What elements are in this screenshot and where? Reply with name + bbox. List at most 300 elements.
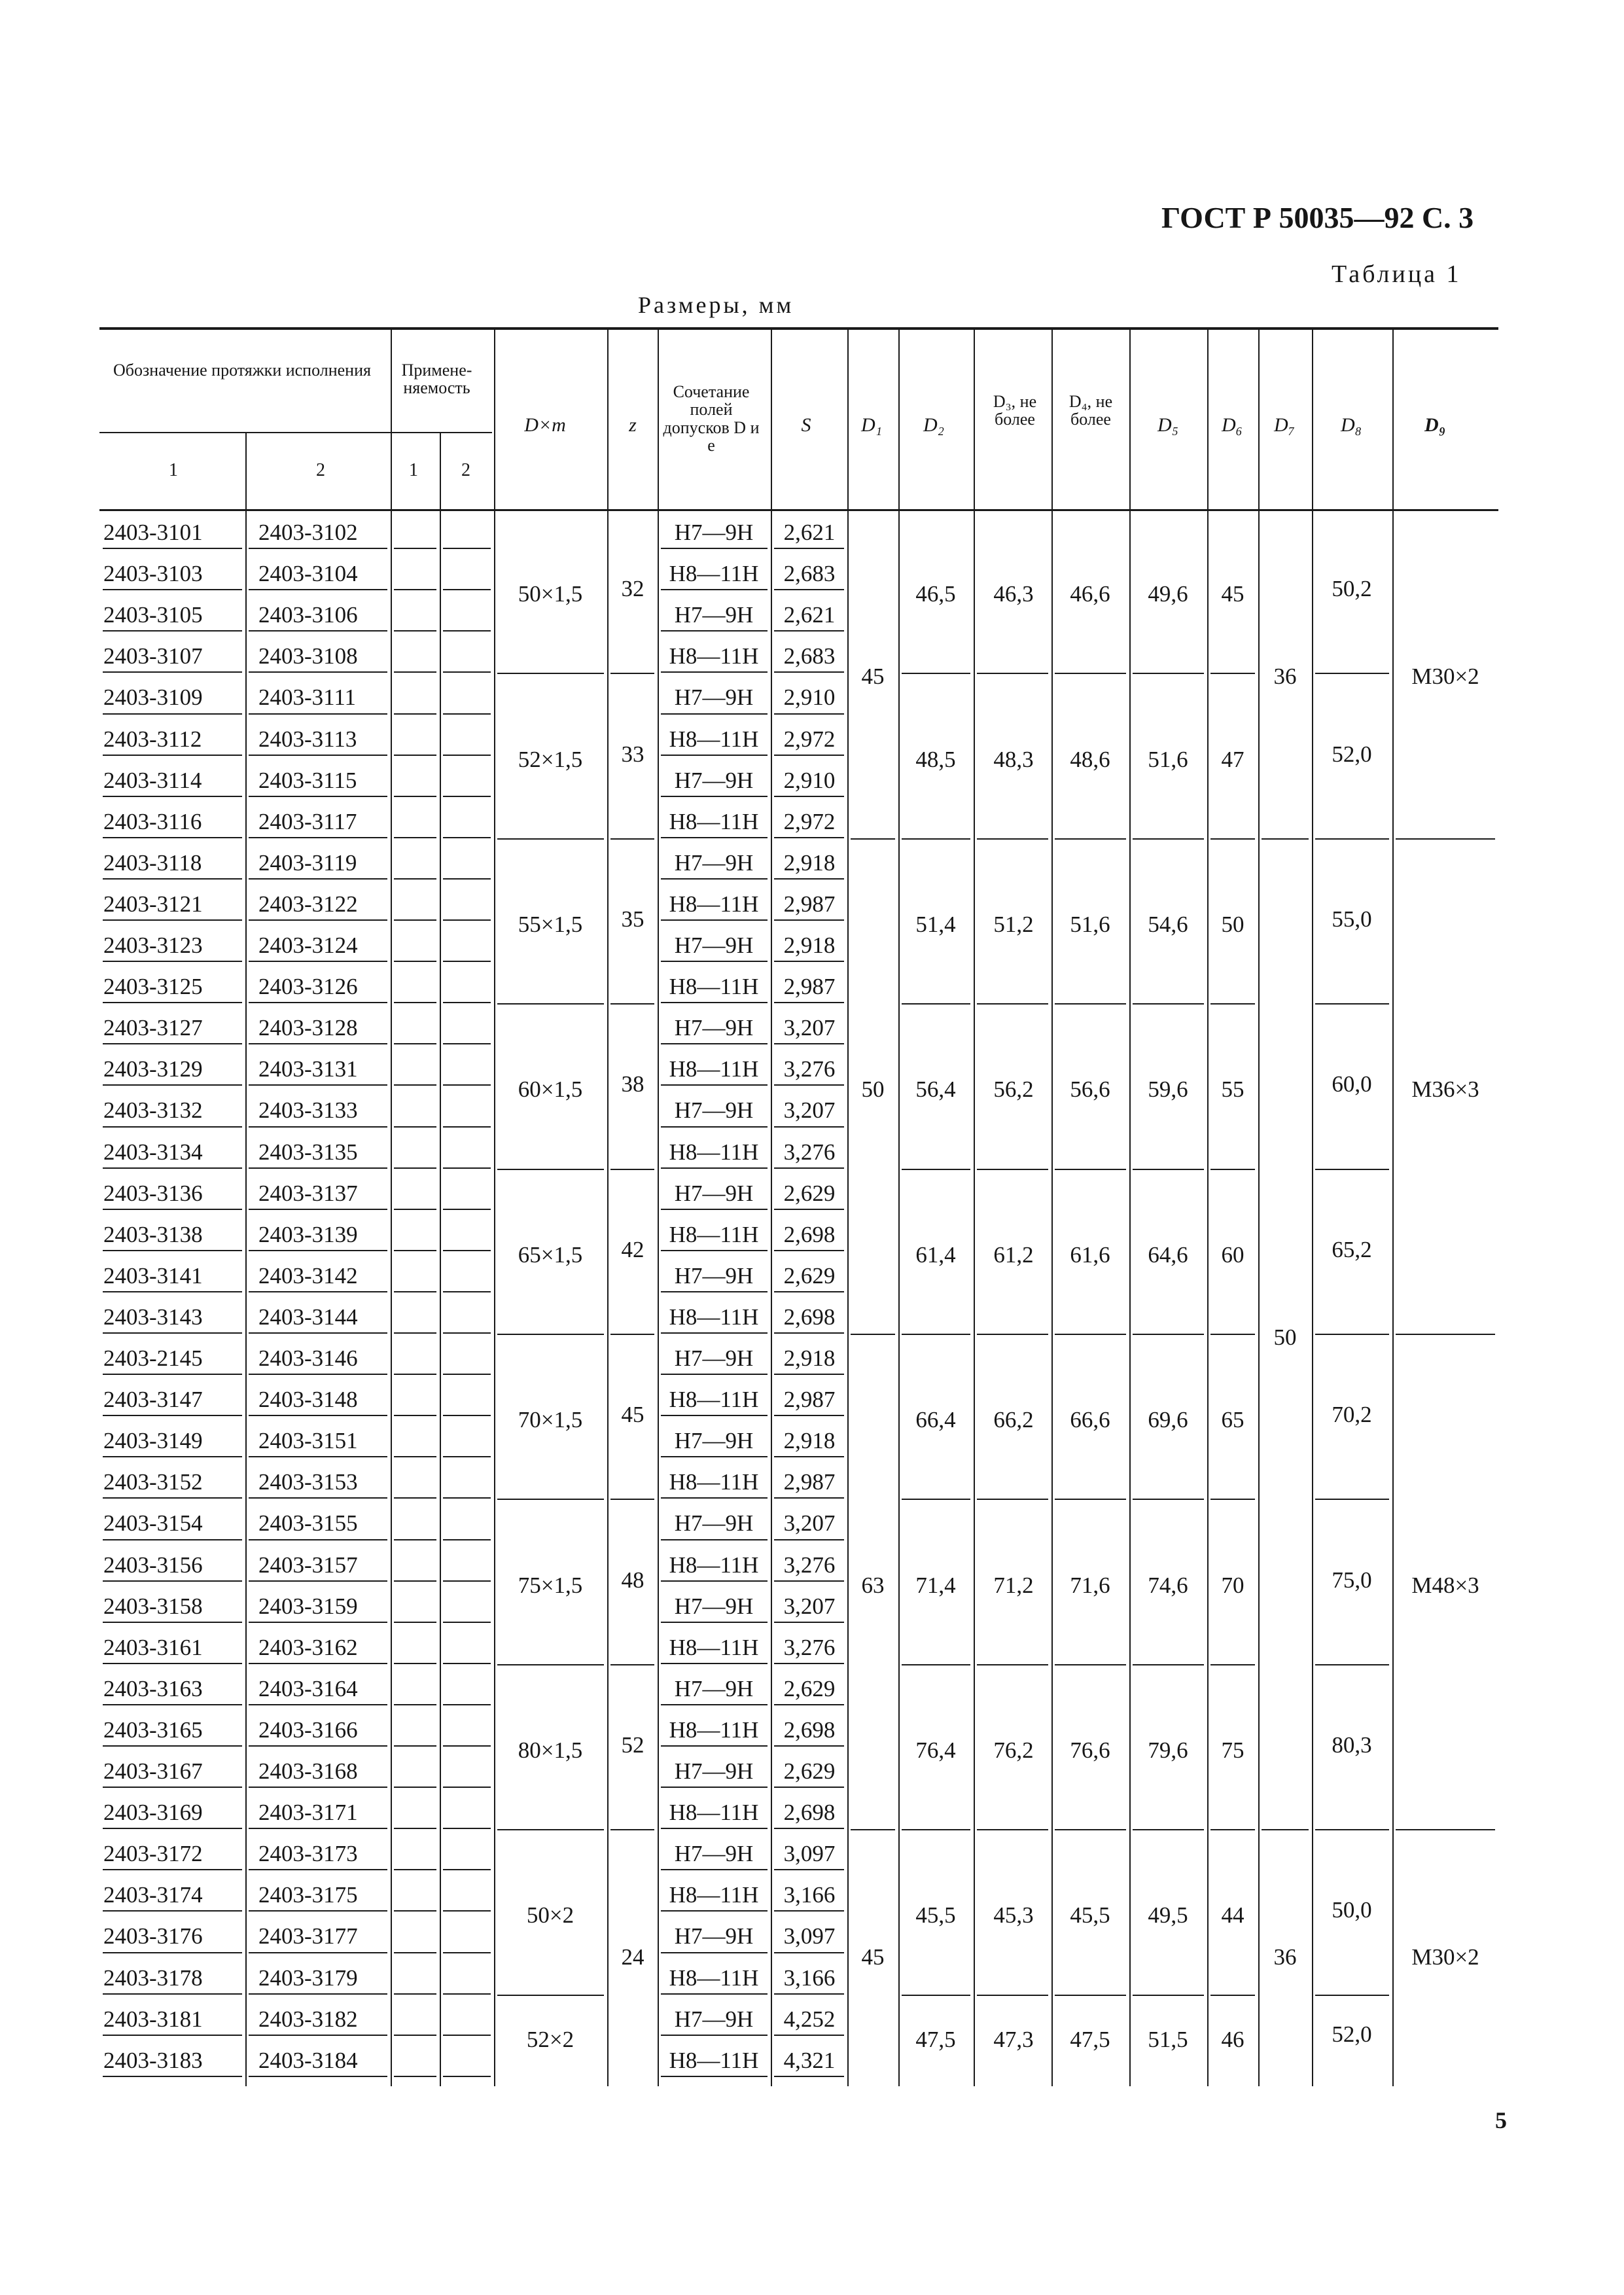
diameter-d5: 69,6 <box>1148 1407 1188 1433</box>
row-underline-tolerance <box>661 755 768 756</box>
row-underline-col1 <box>103 961 242 962</box>
group-separator-z <box>610 1664 654 1665</box>
designation-code-1: 2403-3147 <box>103 1387 203 1413</box>
row-underline-col2 <box>249 1869 387 1870</box>
thread-d9: M30×2 <box>1411 664 1479 690</box>
diameter-d8: 52,0 <box>1332 741 1372 767</box>
group-separator <box>1210 1003 1255 1005</box>
row-underline-col1 <box>103 1209 242 1210</box>
row-underline-app2 <box>443 1497 491 1499</box>
teeth-count: 52 <box>621 1732 644 1758</box>
nominal-diameter-module: 55×1,5 <box>518 912 583 937</box>
column-separator <box>1258 327 1260 2086</box>
tolerance-combination: H8—11H <box>669 1717 759 1743</box>
diameter-d5: 51,5 <box>1148 2026 1188 2052</box>
row-underline-s <box>774 548 844 549</box>
diameter-d6: 46 <box>1221 2026 1244 2052</box>
row-underline-col2 <box>249 1787 387 1788</box>
designation-code-1: 2403-3183 <box>103 2047 203 2073</box>
group-separator-z <box>610 1829 654 1830</box>
parameter-s: 2,683 <box>783 561 836 587</box>
group-separator <box>1210 1995 1255 1996</box>
diameter-d8: 70,2 <box>1332 1402 1372 1428</box>
group-separator <box>1315 1664 1389 1665</box>
diameter-d8: 80,3 <box>1332 1732 1372 1758</box>
diameter-d3: 71,2 <box>993 1572 1034 1598</box>
row-underline-col1 <box>103 1745 242 1747</box>
column-separator <box>440 432 441 2086</box>
row-underline-col1 <box>103 1002 242 1003</box>
row-underline-app1 <box>394 2076 436 2077</box>
row-underline-s <box>774 1993 844 1995</box>
diameter-d1: 63 <box>861 1572 885 1598</box>
group-separator <box>1315 838 1389 840</box>
row-underline-tolerance <box>661 919 768 921</box>
row-underline-col2 <box>249 1704 387 1705</box>
diameter-d5: 64,6 <box>1148 1241 1188 1268</box>
row-underline-app2 <box>443 1704 491 1705</box>
header-d9: D₉ <box>1424 414 1446 436</box>
designation-code-1: 2403-3172 <box>103 1841 203 1867</box>
group-separator-z <box>610 673 654 674</box>
header-z: z <box>629 414 637 436</box>
parameter-s: 3,276 <box>783 1552 836 1578</box>
row-underline-app1 <box>394 1374 436 1375</box>
designation-code-1: 2403-3125 <box>103 974 203 1000</box>
row-underline-col2 <box>249 1084 387 1086</box>
row-underline-app2 <box>443 837 491 838</box>
row-underline-app1 <box>394 1580 436 1582</box>
designation-code-2: 2403-3171 <box>258 1800 358 1826</box>
header-d1: D₁ <box>860 414 883 436</box>
parameter-s: 2,987 <box>783 1469 836 1495</box>
designation-code-2: 2403-3106 <box>258 602 358 628</box>
diameter-d2: 45,5 <box>915 1902 956 1929</box>
row-underline-app2 <box>443 1456 491 1457</box>
group-separator <box>1133 1829 1204 1830</box>
row-underline-app1 <box>394 630 436 632</box>
row-underline-tolerance <box>661 1167 768 1169</box>
row-underline-col2 <box>249 1745 387 1747</box>
group-separator <box>1055 1664 1126 1665</box>
tolerance-combination: H7—9H <box>674 685 754 711</box>
group-separator <box>497 673 604 674</box>
row-underline-app1 <box>394 919 436 921</box>
group-separator <box>1133 1995 1204 1996</box>
diameter-d8: 55,0 <box>1332 906 1372 932</box>
group-separator-d7 <box>1262 1829 1309 1830</box>
row-underline-app2 <box>443 1539 491 1540</box>
tolerance-combination: H7—9H <box>674 2006 754 2032</box>
row-underline-app2 <box>443 671 491 673</box>
group-separator <box>1133 673 1204 674</box>
row-underline-s <box>774 796 844 797</box>
tolerance-combination: H7—9H <box>674 520 754 545</box>
designation-code-2: 2403-3177 <box>258 1923 358 1949</box>
thread-d9: M30×2 <box>1411 1944 1479 1970</box>
row-underline-app2 <box>443 1415 491 1416</box>
row-underline-app2 <box>443 1622 491 1623</box>
parameter-s: 2,629 <box>783 1262 836 1289</box>
designation-code-2: 2403-3151 <box>258 1428 358 1454</box>
parameter-s: 2,918 <box>783 1345 836 1371</box>
row-underline-col2 <box>249 1580 387 1582</box>
row-underline-col2 <box>249 589 387 590</box>
row-underline-col1 <box>103 837 242 838</box>
group-separator <box>1055 1169 1126 1170</box>
designation-code-1: 2403-3127 <box>103 1015 203 1041</box>
designation-code-2: 2403-3144 <box>258 1304 358 1330</box>
diameter-d4: 66,6 <box>1070 1407 1110 1433</box>
row-underline-s <box>774 755 844 756</box>
row-underline-col1 <box>103 1084 242 1086</box>
header-s: S <box>801 414 811 436</box>
tolerance-combination: H8—11H <box>669 891 759 917</box>
group-separator-d1 <box>851 1829 895 1830</box>
row-underline-app1 <box>394 1126 436 1128</box>
designation-code-1: 2403-3165 <box>103 1717 203 1743</box>
row-underline-col2 <box>249 1250 387 1251</box>
row-underline-app2 <box>443 796 491 797</box>
group-separator <box>1133 1664 1204 1665</box>
designation-code-1: 2403-3143 <box>103 1304 203 1330</box>
designation-code-1: 2403-3158 <box>103 1593 203 1619</box>
header-dxm: D×m <box>524 414 566 436</box>
header-applicability-2: 2 <box>461 460 470 480</box>
group-separator <box>497 1829 604 1830</box>
designation-code-2: 2403-3137 <box>258 1180 358 1206</box>
row-underline-tolerance <box>661 713 768 715</box>
tolerance-combination: H7—9H <box>674 1923 754 1949</box>
row-underline-tolerance <box>661 1291 768 1292</box>
row-underline-col2 <box>249 1622 387 1623</box>
row-underline-col2 <box>249 1332 387 1334</box>
diameter-d2: 71,4 <box>915 1572 956 1598</box>
row-underline-app1 <box>394 1002 436 1003</box>
row-underline-col1 <box>103 919 242 921</box>
row-underline-app2 <box>443 1869 491 1870</box>
diameter-d4: 46,6 <box>1070 581 1110 607</box>
row-underline-col1 <box>103 671 242 673</box>
diameter-d6: 65 <box>1221 1407 1244 1433</box>
row-underline-col1 <box>103 1126 242 1128</box>
row-underline-col2 <box>249 2035 387 2036</box>
designation-code-1: 2403-3134 <box>103 1139 203 1165</box>
designation-code-1: 2403-3176 <box>103 1923 203 1949</box>
parameter-s: 3,276 <box>783 1139 836 1165</box>
row-underline-app1 <box>394 1167 436 1169</box>
row-underline-tolerance <box>661 1415 768 1416</box>
designation-code-1: 2403-3121 <box>103 891 203 917</box>
row-underline-tolerance <box>661 589 768 590</box>
row-underline-app1 <box>394 796 436 797</box>
designation-code-2: 2403-3131 <box>258 1056 358 1082</box>
group-separator-d9 <box>1396 1334 1495 1335</box>
group-separator-d7 <box>1262 838 1309 840</box>
group-separator <box>977 1829 1048 1830</box>
row-underline-app2 <box>443 755 491 756</box>
column-separator <box>658 327 659 2086</box>
row-underline-col1 <box>103 1043 242 1044</box>
row-underline-app1 <box>394 837 436 838</box>
group-separator <box>902 838 970 840</box>
row-underline-col2 <box>249 1043 387 1044</box>
row-underline-col2 <box>249 1002 387 1003</box>
row-underline-tolerance <box>661 1663 768 1664</box>
row-underline-app1 <box>394 1745 436 1747</box>
diameter-d6: 44 <box>1221 1902 1244 1929</box>
diameter-d4: 71,6 <box>1070 1572 1110 1598</box>
group-separator-z <box>610 838 654 840</box>
row-underline-col1 <box>103 630 242 632</box>
designation-code-1: 2403-3103 <box>103 561 203 587</box>
row-underline-s <box>774 1043 844 1044</box>
tolerance-combination: H8—11H <box>669 808 759 834</box>
row-underline-s <box>774 1910 844 1912</box>
group-separator <box>902 1829 970 1830</box>
row-underline-tolerance <box>661 2076 768 2077</box>
row-underline-col1 <box>103 1167 242 1169</box>
row-underline-app1 <box>394 1415 436 1416</box>
group-separator-d9 <box>1396 1829 1495 1830</box>
parameter-s: 3,276 <box>783 1056 836 1082</box>
designation-code-2: 2403-3111 <box>258 685 357 711</box>
group-separator <box>497 838 604 840</box>
teeth-count: 42 <box>621 1236 644 1262</box>
row-underline-s <box>774 630 844 632</box>
row-underline-tolerance <box>661 548 768 549</box>
group-separator <box>902 1334 970 1335</box>
designation-code-2: 2403-3126 <box>258 974 358 1000</box>
group-separator <box>1210 1334 1255 1335</box>
row-underline-tolerance <box>661 1250 768 1251</box>
row-underline-col2 <box>249 1539 387 1540</box>
parameter-s: 2,918 <box>783 933 836 958</box>
parameter-s: 3,207 <box>783 1593 836 1619</box>
diameter-d3: 66,2 <box>993 1407 1034 1433</box>
group-separator <box>1133 1499 1204 1500</box>
diameter-d3: 61,2 <box>993 1241 1034 1268</box>
row-underline-s <box>774 1580 844 1582</box>
diameter-d4: 45,5 <box>1070 1902 1110 1929</box>
row-underline-app2 <box>443 1910 491 1912</box>
row-underline-s <box>774 961 844 962</box>
row-underline-s <box>774 1622 844 1623</box>
row-underline-col1 <box>103 1497 242 1499</box>
tolerance-combination: H7—9H <box>674 1428 754 1454</box>
row-underline-app1 <box>394 1250 436 1251</box>
row-underline-app1 <box>394 1704 436 1705</box>
tolerance-combination: H8—11H <box>669 1800 759 1826</box>
teeth-count: 32 <box>621 576 644 602</box>
row-underline-s <box>774 1415 844 1416</box>
group-separator <box>1315 1499 1389 1500</box>
group-separator <box>1315 1829 1389 1830</box>
header-designation-2: 2 <box>316 460 325 480</box>
row-underline-col2 <box>249 1415 387 1416</box>
group-separator-z <box>610 1499 654 1500</box>
units-label: Размеры, мм <box>638 292 794 318</box>
nominal-diameter-module: 80×1,5 <box>518 1737 583 1763</box>
row-underline-app1 <box>394 1209 436 1210</box>
parameter-s: 3,207 <box>783 1097 836 1124</box>
diameter-d3: 76,2 <box>993 1737 1034 1763</box>
header-d7: D₇ <box>1273 414 1296 436</box>
row-underline-col1 <box>103 1869 242 1870</box>
parameter-s: 2,910 <box>783 685 836 711</box>
column-separator <box>847 327 849 2086</box>
row-underline-col1 <box>103 755 242 756</box>
thread-d9: M48×3 <box>1411 1572 1479 1598</box>
teeth-count: 33 <box>621 741 644 767</box>
designation-code-1: 2403-3129 <box>103 1056 203 1082</box>
designation-code-1: 2403-3112 <box>103 726 202 752</box>
group-separator-z <box>610 1003 654 1005</box>
designation-code-2: 2403-3117 <box>258 808 357 834</box>
nominal-diameter-module: 75×1,5 <box>518 1572 583 1598</box>
designation-code-2: 2403-3175 <box>258 1882 358 1908</box>
header-d2: D₂ <box>923 414 945 436</box>
row-underline-s <box>774 1539 844 1540</box>
table-top-rule <box>99 327 1498 330</box>
row-underline-col2 <box>249 1497 387 1499</box>
designation-code-1: 2403-3132 <box>103 1097 203 1124</box>
parameter-s: 2,972 <box>783 808 836 834</box>
row-underline-col2 <box>249 919 387 921</box>
row-underline-col1 <box>103 1250 242 1251</box>
parameter-s: 2,918 <box>783 1428 836 1454</box>
diameter-d6: 75 <box>1221 1737 1244 1763</box>
group-separator <box>1055 838 1126 840</box>
row-underline-col1 <box>103 1456 242 1457</box>
diameter-d6: 47 <box>1221 746 1244 772</box>
row-underline-app2 <box>443 961 491 962</box>
row-underline-col1 <box>103 796 242 797</box>
group-separator <box>1133 1334 1204 1335</box>
row-underline-col1 <box>103 1539 242 1540</box>
designation-code-1: 2403-3118 <box>103 849 202 876</box>
group-separator <box>1133 838 1204 840</box>
row-underline-tolerance <box>661 1704 768 1705</box>
parameter-s: 3,207 <box>783 1015 836 1041</box>
group-separator <box>1210 1829 1255 1830</box>
applicability-subheader-rule <box>391 432 492 433</box>
row-underline-col1 <box>103 713 242 715</box>
tolerance-combination: H7—9H <box>674 849 754 876</box>
diameter-d3: 47,3 <box>993 2026 1034 2052</box>
row-underline-col1 <box>103 1787 242 1788</box>
diameter-d7: 36 <box>1273 1944 1297 1970</box>
tolerance-combination: H8—11H <box>669 1469 759 1495</box>
row-underline-app2 <box>443 1745 491 1747</box>
parameter-s: 3,276 <box>783 1634 836 1660</box>
header-bottom-rule <box>99 509 1498 511</box>
parameter-s: 2,621 <box>783 602 836 628</box>
header-applicability-1: 1 <box>409 460 418 480</box>
row-underline-app1 <box>394 961 436 962</box>
parameter-s: 2,683 <box>783 643 836 669</box>
parameter-s: 3,166 <box>783 1882 836 1908</box>
group-separator <box>497 1664 604 1665</box>
row-underline-col2 <box>249 1167 387 1169</box>
tolerance-combination: H7—9H <box>674 602 754 628</box>
row-underline-tolerance <box>661 1869 768 1870</box>
row-underline-col2 <box>249 796 387 797</box>
row-underline-col2 <box>249 1374 387 1375</box>
diameter-d2: 66,4 <box>915 1407 956 1433</box>
diameter-d4: 47,5 <box>1070 2026 1110 2052</box>
header-d5: D₅ <box>1157 414 1179 436</box>
row-underline-col1 <box>103 1291 242 1292</box>
parameter-s: 2,629 <box>783 1675 836 1701</box>
row-underline-col2 <box>249 878 387 880</box>
designation-code-1: 2403-3136 <box>103 1180 203 1206</box>
row-underline-tolerance <box>661 1043 768 1044</box>
header-d6: D₆ <box>1221 414 1243 436</box>
designation-code-1: 2403-3116 <box>103 808 202 834</box>
column-separator <box>1207 327 1209 2086</box>
row-underline-col1 <box>103 1415 242 1416</box>
row-underline-app2 <box>443 1250 491 1251</box>
designation-code-2: 2403-3159 <box>258 1593 358 1619</box>
diameter-d6: 55 <box>1221 1076 1244 1103</box>
tolerance-combination: H8—11H <box>669 1304 759 1330</box>
designation-code-1: 2403-3163 <box>103 1675 203 1701</box>
parameter-s: 2,629 <box>783 1758 836 1784</box>
diameter-d2: 46,5 <box>915 581 956 607</box>
designation-code-1: 2403-3169 <box>103 1800 203 1826</box>
designation-code-1: 2403-3161 <box>103 1634 203 1660</box>
tolerance-combination: H7—9H <box>674 1841 754 1867</box>
diameter-d4: 51,6 <box>1070 912 1110 937</box>
designation-code-2: 2403-3128 <box>258 1015 358 1041</box>
tolerance-combination: H8—11H <box>669 561 759 587</box>
row-underline-tolerance <box>661 1745 768 1747</box>
designation-code-2: 2403-3115 <box>258 767 357 793</box>
row-underline-col2 <box>249 1126 387 1128</box>
row-underline-app1 <box>394 548 436 549</box>
row-underline-app2 <box>443 1828 491 1829</box>
row-underline-tolerance <box>661 796 768 797</box>
diameter-d1: 45 <box>861 1944 885 1970</box>
designation-code-1: 2403-3114 <box>103 767 202 793</box>
teeth-count: 48 <box>621 1567 644 1593</box>
header-designation-1: 1 <box>169 460 178 480</box>
group-separator <box>1055 1995 1126 1996</box>
row-underline-tolerance <box>661 671 768 673</box>
row-underline-tolerance <box>661 1952 768 1953</box>
row-underline-col1 <box>103 1580 242 1582</box>
tolerance-combination: H8—11H <box>669 643 759 669</box>
row-underline-col2 <box>249 1952 387 1953</box>
row-underline-app1 <box>394 1993 436 1995</box>
row-underline-tolerance <box>661 1332 768 1334</box>
row-underline-s <box>774 919 844 921</box>
column-separator <box>1392 327 1394 2086</box>
designation-code-2: 2403-3124 <box>258 933 358 958</box>
group-separator <box>977 1003 1048 1005</box>
row-underline-tolerance <box>661 878 768 880</box>
group-separator <box>1133 1003 1204 1005</box>
row-underline-col2 <box>249 1910 387 1912</box>
group-separator <box>1315 1003 1389 1005</box>
diameter-d2: 47,5 <box>915 2026 956 2052</box>
row-underline-tolerance <box>661 1456 768 1457</box>
row-underline-tolerance <box>661 1993 768 1995</box>
group-separator <box>1315 1995 1389 1996</box>
row-underline-tolerance <box>661 1622 768 1623</box>
diameter-d8: 60,0 <box>1332 1071 1372 1097</box>
